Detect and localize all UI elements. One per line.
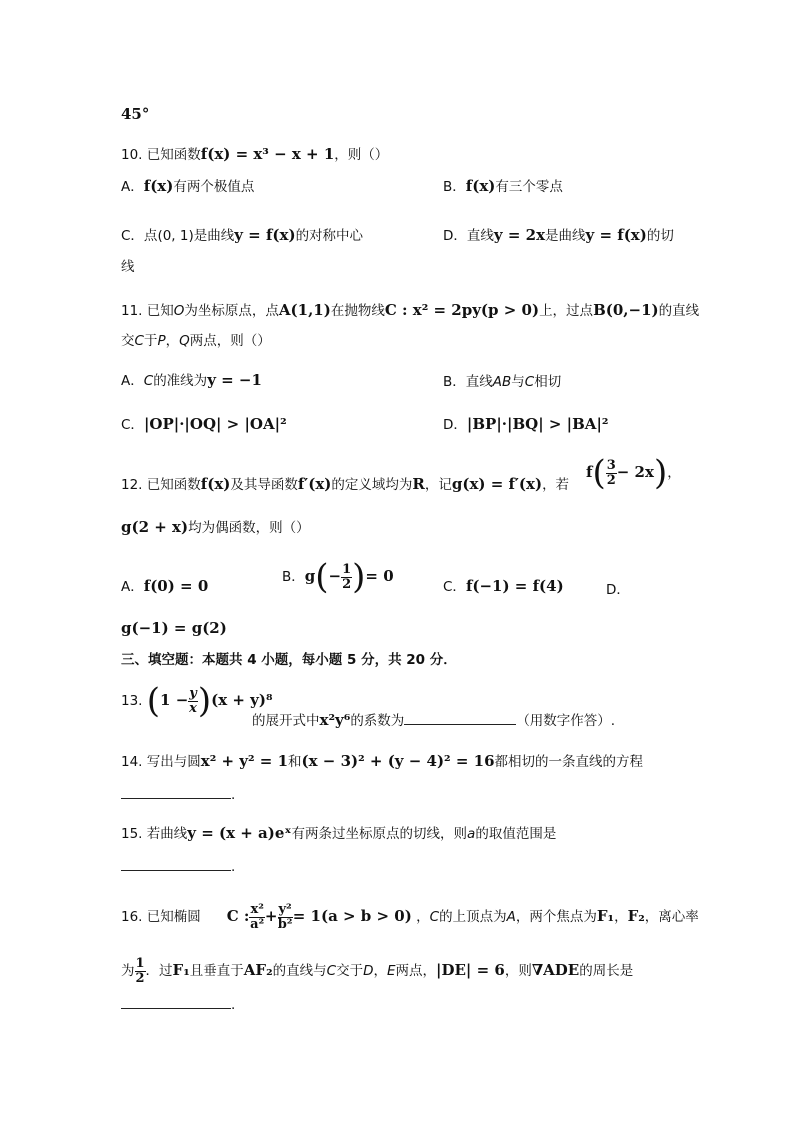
q10-function: f(x) = x³ − x + 1 — [200, 145, 335, 163]
q10-stem: 10. 已知函数f(x) = x³ − x + 1，则（） — [121, 145, 389, 163]
q10-option-c[interactable]: C．点(0, 1)是曲线y = f(x)的对称中心 — [121, 226, 364, 244]
q14-stem: 14. 写出与圆x² + y² = 1和(x − 3)² + (y − 4)² = 16都相切的一条直线的方程 — [121, 752, 644, 770]
q11-option-c[interactable]: C．|OP|·|OQ| > |OA|² — [121, 415, 287, 433]
q16-stem-line2: 为 $\frac{1}{2}$ ．过F₁且垂直于AF₂的直线与C交于D，E两点，|DE| = 6，则∇ADE的周长是 — [121, 955, 634, 986]
q11-option-b[interactable]: B．直线AB与C相切 — [443, 374, 562, 390]
q14-answer-blank[interactable] — [121, 784, 231, 799]
q14-answer-line: . — [121, 784, 235, 805]
q11-stem: 11. 已知O为坐标原点，点A(1,1)在抛物线C : x² = 2py(p > 0)上，过点B(0,−1)的直线 — [121, 301, 700, 319]
q15-stem: 15. 若曲线y = (x + a)eˣ有两条过坐标原点的切线，则a的取值范围是 — [121, 824, 557, 842]
q12-f-expression: f( $\frac{3}{2}$ − 2x)， — [586, 453, 681, 493]
q10-option-a[interactable]: A．f(x)有两个极值点 — [121, 177, 255, 195]
q11-stem-line2: 交C于P，Q两点，则（） — [121, 333, 271, 349]
q13-expression: 13. (1 − $\frac{y}{x}$ )(x + y)⁸ — [121, 681, 273, 721]
q15-answer-line: . — [121, 856, 235, 877]
q11-option-d[interactable]: D．|BP|·|BQ| > |BA|² — [443, 415, 609, 433]
q11-option-a[interactable]: A．C的准线为y = −1 — [121, 371, 262, 389]
q10-option-b[interactable]: B．f(x)有三个零点 — [443, 177, 563, 195]
angle-answer: 45° — [121, 105, 150, 123]
section-3-heading: 三、填空题：本题共 4 小题，每小题 5 分，共 20 分． — [121, 652, 457, 668]
q12-option-a[interactable]: A．f(0) = 0 — [121, 577, 209, 595]
q12-option-b[interactable]: B．g(− $\frac{1}{2}$ )= 0 — [282, 557, 394, 597]
q12-option-c[interactable]: C．f(−1) = f(4) — [443, 577, 564, 595]
q12-option-d[interactable]: D． — [606, 582, 630, 598]
q16-answer-line: . — [121, 994, 235, 1015]
q10-option-d-wrap: 线 — [121, 259, 135, 275]
q15-answer-blank[interactable] — [121, 856, 231, 871]
q12-option-d-math: g(−1) = g(2) — [121, 619, 227, 637]
q12-stem-line2: g(2 + x)均为偶函数，则（） — [121, 518, 310, 536]
q12-stem: 12. 已知函数f(x)及其导函数f′(x)的定义域均为R，记g(x) = f′(x)，若 — [121, 475, 570, 493]
q13-stem: 的展开式中x²y⁶的系数为 （用数字作答）. — [252, 711, 616, 729]
q10-option-d[interactable]: D．直线y = 2x是曲线y = f(x)的切 — [443, 226, 674, 244]
q16-stem: 16. 已知椭圆 C : $\frac{\text{x²}}{\text{a²}}$ + $\frac{\text{y²}}{\text{b²}}$ = 1(a > b > 0) ，C的上顶点为A，两个焦点为F₁，F₂，离心率 — [121, 901, 699, 932]
q16-answer-blank[interactable] — [121, 994, 231, 1009]
q11-parabola: C : x² = 2py(p > 0) — [384, 301, 540, 319]
q13-answer-blank[interactable] — [404, 710, 516, 725]
